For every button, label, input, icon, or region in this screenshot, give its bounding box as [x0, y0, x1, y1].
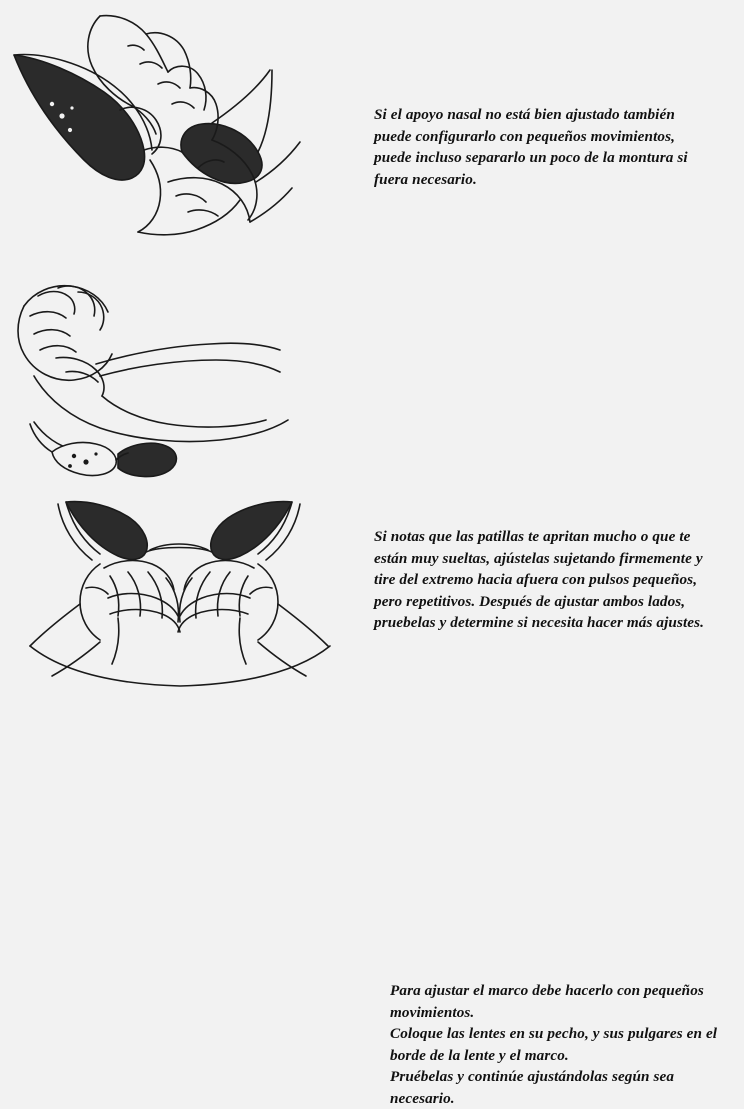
- illustration-hands-adjusting-nose-pads: [0, 0, 370, 240]
- caption-line: Coloque las lentes en su pecho, y sus pulgares en el borde de la lente y el marco.: [390, 1025, 718, 1064]
- caption-line: Para ajustar el marco debe hacerlo con pequeños movimientos.: [390, 982, 704, 1021]
- section-frame: [0, 480, 744, 1107]
- caption-nose-pads: [374, 104, 704, 190]
- caption-text: Si el apoyo nasal no está bien ajustado también puede configurarlo con pequeños movimientos, puede incluso separarlo un poco de la montura si fuera necesario.: [374, 106, 688, 188]
- illustration-hands-holding-frame: [0, 480, 370, 700]
- section-temples: [0, 240, 744, 631]
- caption-line: Pruébelas y continúe ajustándolas según sea necesario.: [390, 1068, 675, 1107]
- illustration-hand-pulling-temple: [0, 240, 370, 480]
- caption-frame: [390, 980, 720, 1109]
- section-nose-pads: [0, 0, 744, 240]
- caption-text: Si notas que las patillas te apritan mucho o que te están muy sueltas, ajústelas sujetando firmemente y tire del extremo hacia afuera con pulsos pequeños, pero repetitivos. Después de ajustar ambos lados, pruebelas y determine si necesita hacer más ajustes.: [374, 528, 705, 631]
